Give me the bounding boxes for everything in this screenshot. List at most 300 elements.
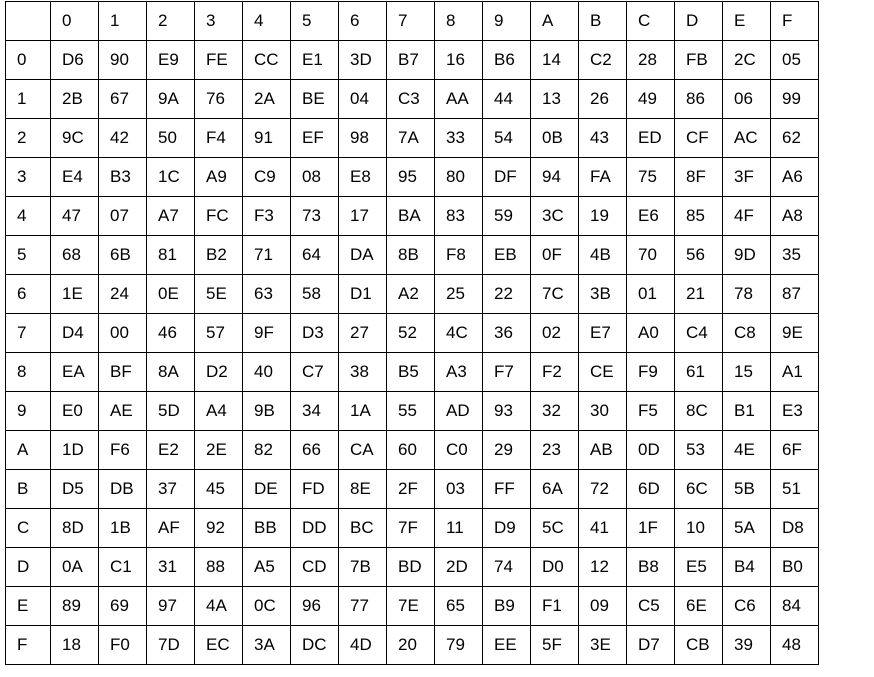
table-cell: C8 [723,314,771,353]
column-header: 8 [435,2,483,41]
table-cell: 91 [243,119,291,158]
table-cell: 7A [387,119,435,158]
table-cell: A6 [771,158,819,197]
table-cell: C5 [627,587,675,626]
table-row [6,275,819,314]
table-cell: 2B [51,80,99,119]
table-cell: B5 [387,353,435,392]
table-cell: 89 [51,587,99,626]
table-cell: A0 [627,314,675,353]
table-cell: 83 [435,197,483,236]
table-cell: 90 [99,41,147,80]
table-cell: 3A [243,626,291,665]
table-cell: D2 [195,353,243,392]
table-cell: E8 [339,158,387,197]
table-cell: 4A [195,587,243,626]
table-cell: 36 [483,314,531,353]
table-cell: F6 [99,431,147,470]
column-header: 7 [387,2,435,41]
table-cell: 69 [99,587,147,626]
table-cell: A2 [387,275,435,314]
table-cell: 8D [51,509,99,548]
table-cell: F0 [99,626,147,665]
table-cell: DA [339,236,387,275]
table-cell: 0B [531,119,579,158]
table-cell: A5 [243,548,291,587]
column-header: D [675,2,723,41]
table-cell: 12 [579,548,627,587]
table-cell: 41 [579,509,627,548]
table-cell: 84 [771,587,819,626]
table-cell: 47 [51,197,99,236]
column-header: C [627,2,675,41]
table-cell: CC [243,41,291,80]
table-cell: 1A [339,392,387,431]
table-cell: 64 [291,236,339,275]
table-cell: F1 [531,587,579,626]
column-header: 5 [291,2,339,41]
table-cell: 58 [291,275,339,314]
table-cell: B4 [723,548,771,587]
table-row [6,236,819,275]
table-cell: 7D [147,626,195,665]
table-cell: E0 [51,392,99,431]
table-cell: EB [483,236,531,275]
table-row [6,80,819,119]
table-cell: 9F [243,314,291,353]
table-cell: F2 [531,353,579,392]
table-cell: 86 [675,80,723,119]
column-header: 0 [51,2,99,41]
row-header: C [6,509,51,548]
table-cell: 1D [51,431,99,470]
row-header: 8 [6,353,51,392]
table-cell: E3 [771,392,819,431]
table-cell: 0D [627,431,675,470]
table-cell: 7C [531,275,579,314]
table-cell: 23 [531,431,579,470]
column-header-row [6,2,819,41]
table-cell: 79 [435,626,483,665]
row-header: 6 [6,275,51,314]
table-cell: F4 [195,119,243,158]
table-cell: 04 [339,80,387,119]
table-cell: 55 [387,392,435,431]
table-cell: D4 [51,314,99,353]
table-cell: E9 [147,41,195,80]
table-cell: 0F [531,236,579,275]
table-cell: 97 [147,587,195,626]
table-cell: 6B [99,236,147,275]
table-cell: 77 [339,587,387,626]
table-cell: 8E [339,470,387,509]
table-cell: 16 [435,41,483,80]
table-cell: 02 [531,314,579,353]
table-cell: BD [387,548,435,587]
table-cell: 25 [435,275,483,314]
table-cell: 80 [435,158,483,197]
row-header: B [6,470,51,509]
table-row [6,548,819,587]
row-header: A [6,431,51,470]
table-cell: E6 [627,197,675,236]
table-cell: 29 [483,431,531,470]
table-cell: C9 [243,158,291,197]
table-cell: 13 [531,80,579,119]
table-cell: 2C [723,41,771,80]
table-cell: 43 [579,119,627,158]
table-cell: 8F [675,158,723,197]
table-cell: 35 [771,236,819,275]
table-cell: 31 [147,548,195,587]
table-cell: 4E [723,431,771,470]
table-row [6,431,819,470]
table-cell: 24 [99,275,147,314]
table-cell: 8A [147,353,195,392]
table-cell: EA [51,353,99,392]
table-cell: 49 [627,80,675,119]
table-cell: 95 [387,158,435,197]
table-cell: 22 [483,275,531,314]
table-cell: 2D [435,548,483,587]
column-header: 1 [99,2,147,41]
table-row [6,314,819,353]
table-cell: E7 [579,314,627,353]
column-header: E [723,2,771,41]
table-cell: 08 [291,158,339,197]
table-cell: D0 [531,548,579,587]
hex-lookup-table-container [5,1,819,665]
table-cell: 10 [675,509,723,548]
table-cell: A1 [771,353,819,392]
table-cell: 0E [147,275,195,314]
table-cell: FA [579,158,627,197]
table-cell: BF [99,353,147,392]
table-cell: A9 [195,158,243,197]
table-cell: 15 [723,353,771,392]
column-header: 3 [195,2,243,41]
row-header: 7 [6,314,51,353]
column-header: F [771,2,819,41]
table-cell: 61 [675,353,723,392]
table-cell: 5D [147,392,195,431]
table-cell: 27 [339,314,387,353]
column-header: 4 [243,2,291,41]
table-cell: 65 [435,587,483,626]
table-cell: D7 [627,626,675,665]
table-cell: FC [195,197,243,236]
table-cell: D5 [51,470,99,509]
table-cell: 00 [99,314,147,353]
table-cell: F3 [243,197,291,236]
table-cell: 5A [723,509,771,548]
table-cell: B1 [723,392,771,431]
table-row [6,470,819,509]
row-header: 3 [6,158,51,197]
table-cell: 5F [531,626,579,665]
table-cell: 17 [339,197,387,236]
row-header: F [6,626,51,665]
table-cell: 7E [387,587,435,626]
table-cell: 5B [723,470,771,509]
table-cell: B7 [387,41,435,80]
table-cell: 48 [771,626,819,665]
table-cell: 98 [339,119,387,158]
table-cell: 96 [291,587,339,626]
table-cell: 3F [723,158,771,197]
table-cell: 07 [99,197,147,236]
table-cell: 59 [483,197,531,236]
table-cell: CF [675,119,723,158]
table-cell: 5C [531,509,579,548]
table-cell: F8 [435,236,483,275]
table-row [6,392,819,431]
table-cell: 6A [531,470,579,509]
table-cell: E4 [51,158,99,197]
table-cell: EE [483,626,531,665]
row-header: 5 [6,236,51,275]
table-cell: 32 [531,392,579,431]
table-cell: B8 [627,548,675,587]
table-cell: 3D [339,41,387,80]
table-cell: 30 [579,392,627,431]
table-cell: FB [675,41,723,80]
table-cell: D6 [51,41,99,80]
table-cell: AE [99,392,147,431]
table-cell: 1F [627,509,675,548]
table-cell: 3C [531,197,579,236]
row-header: 0 [6,41,51,80]
table-cell: C4 [675,314,723,353]
table-cell: 62 [771,119,819,158]
table-cell: B9 [483,587,531,626]
table-cell: 38 [339,353,387,392]
table-cell: 5E [195,275,243,314]
table-cell: 03 [435,470,483,509]
table-cell: E1 [291,41,339,80]
table-cell: 71 [243,236,291,275]
row-header: 4 [6,197,51,236]
table-cell: 0C [243,587,291,626]
table-cell: EC [195,626,243,665]
table-cell: 45 [195,470,243,509]
table-cell: 52 [387,314,435,353]
table-cell: 9C [51,119,99,158]
table-cell: 9D [723,236,771,275]
table-cell: 34 [291,392,339,431]
table-cell: DB [99,470,147,509]
table-cell: B6 [483,41,531,80]
table-cell: 75 [627,158,675,197]
table-cell: 1E [51,275,99,314]
table-cell: C6 [723,587,771,626]
table-cell: 44 [483,80,531,119]
table-row [6,158,819,197]
table-cell: BB [243,509,291,548]
table-cell: B2 [195,236,243,275]
table-cell: F7 [483,353,531,392]
table-cell: 51 [771,470,819,509]
table-cell: 76 [195,80,243,119]
table-cell: C3 [387,80,435,119]
table-cell: 70 [627,236,675,275]
table-cell: AA [435,80,483,119]
table-cell: 09 [579,587,627,626]
table-cell: D9 [483,509,531,548]
hex-lookup-table [5,1,819,665]
table-cell: CD [291,548,339,587]
table-cell: AC [723,119,771,158]
column-header: 6 [339,2,387,41]
table-cell: 7B [339,548,387,587]
table-cell: FD [291,470,339,509]
table-cell: 19 [579,197,627,236]
table-cell: 99 [771,80,819,119]
table-cell: 9E [771,314,819,353]
table-cell: 60 [387,431,435,470]
table-row [6,41,819,80]
table-cell: DF [483,158,531,197]
row-header: E [6,587,51,626]
row-header: D [6,548,51,587]
table-cell: C0 [435,431,483,470]
table-cell: 50 [147,119,195,158]
table-cell: FF [483,470,531,509]
table-cell: 8B [387,236,435,275]
table-cell: 3E [579,626,627,665]
table-cell: C2 [579,41,627,80]
table-row [6,626,819,665]
table-cell: 0A [51,548,99,587]
table-cell: 46 [147,314,195,353]
column-header: 9 [483,2,531,41]
table-cell: CE [579,353,627,392]
table-cell: 53 [675,431,723,470]
table-cell: 93 [483,392,531,431]
table-cell: 63 [243,275,291,314]
table-cell: 4C [435,314,483,353]
table-cell: F9 [627,353,675,392]
row-header: 9 [6,392,51,431]
table-cell: CB [675,626,723,665]
table-cell: A3 [435,353,483,392]
table-cell: 56 [675,236,723,275]
table-cell: 72 [579,470,627,509]
table-cell: BE [291,80,339,119]
table-body [6,41,819,665]
table-cell: 85 [675,197,723,236]
table-cell: 11 [435,509,483,548]
table-cell: 18 [51,626,99,665]
table-cell: D8 [771,509,819,548]
table-cell: AF [147,509,195,548]
table-row [6,197,819,236]
table-cell: DD [291,509,339,548]
table-cell: C1 [99,548,147,587]
table-cell: F5 [627,392,675,431]
table-cell: 06 [723,80,771,119]
column-header: B [579,2,627,41]
table-cell: 42 [99,119,147,158]
table-cell: 78 [723,275,771,314]
table-cell: DC [291,626,339,665]
table-cell: 88 [195,548,243,587]
table-cell: 01 [627,275,675,314]
table-cell: B3 [99,158,147,197]
table-cell: 3B [579,275,627,314]
table-cell: 1B [99,509,147,548]
table-cell: D3 [291,314,339,353]
table-cell: 20 [387,626,435,665]
table-cell: EF [291,119,339,158]
table-row [6,587,819,626]
table-row [6,119,819,158]
table-cell: BA [387,197,435,236]
table-cell: A8 [771,197,819,236]
table-cell: 4F [723,197,771,236]
column-header: A [531,2,579,41]
table-cell: 57 [195,314,243,353]
table-cell: 92 [195,509,243,548]
table-cell: E5 [675,548,723,587]
table-cell: 67 [99,80,147,119]
table-cell: D1 [339,275,387,314]
table-cell: 14 [531,41,579,80]
table-cell: 73 [291,197,339,236]
table-row [6,509,819,548]
table-cell: 66 [291,431,339,470]
table-row [6,353,819,392]
table-cell: 81 [147,236,195,275]
column-header: 2 [147,2,195,41]
table-cell: 68 [51,236,99,275]
table-cell: 6E [675,587,723,626]
table-cell: 54 [483,119,531,158]
table-cell: 2F [387,470,435,509]
table-cell: 40 [243,353,291,392]
table-cell: AD [435,392,483,431]
row-header: 2 [6,119,51,158]
table-cell: 1C [147,158,195,197]
table-cell: 26 [579,80,627,119]
table-cell: 7F [387,509,435,548]
table-cell: A7 [147,197,195,236]
table-cell: 4B [579,236,627,275]
table-cell: 37 [147,470,195,509]
table-cell: 94 [531,158,579,197]
table-cell: 33 [435,119,483,158]
table-cell: 8C [675,392,723,431]
table-cell: A4 [195,392,243,431]
table-cell: 05 [771,41,819,80]
table-cell: C7 [291,353,339,392]
table-cell: 6F [771,431,819,470]
table-cell: 2A [243,80,291,119]
table-cell: 74 [483,548,531,587]
table-cell: ED [627,119,675,158]
table-cell: 6D [627,470,675,509]
table-cell: 9B [243,392,291,431]
table-cell: E2 [147,431,195,470]
table-cell: 6C [675,470,723,509]
table-cell: AB [579,431,627,470]
corner-cell [6,2,51,41]
table-cell: 28 [627,41,675,80]
table-cell: BC [339,509,387,548]
table-cell: DE [243,470,291,509]
table-cell: 39 [723,626,771,665]
row-header: 1 [6,80,51,119]
